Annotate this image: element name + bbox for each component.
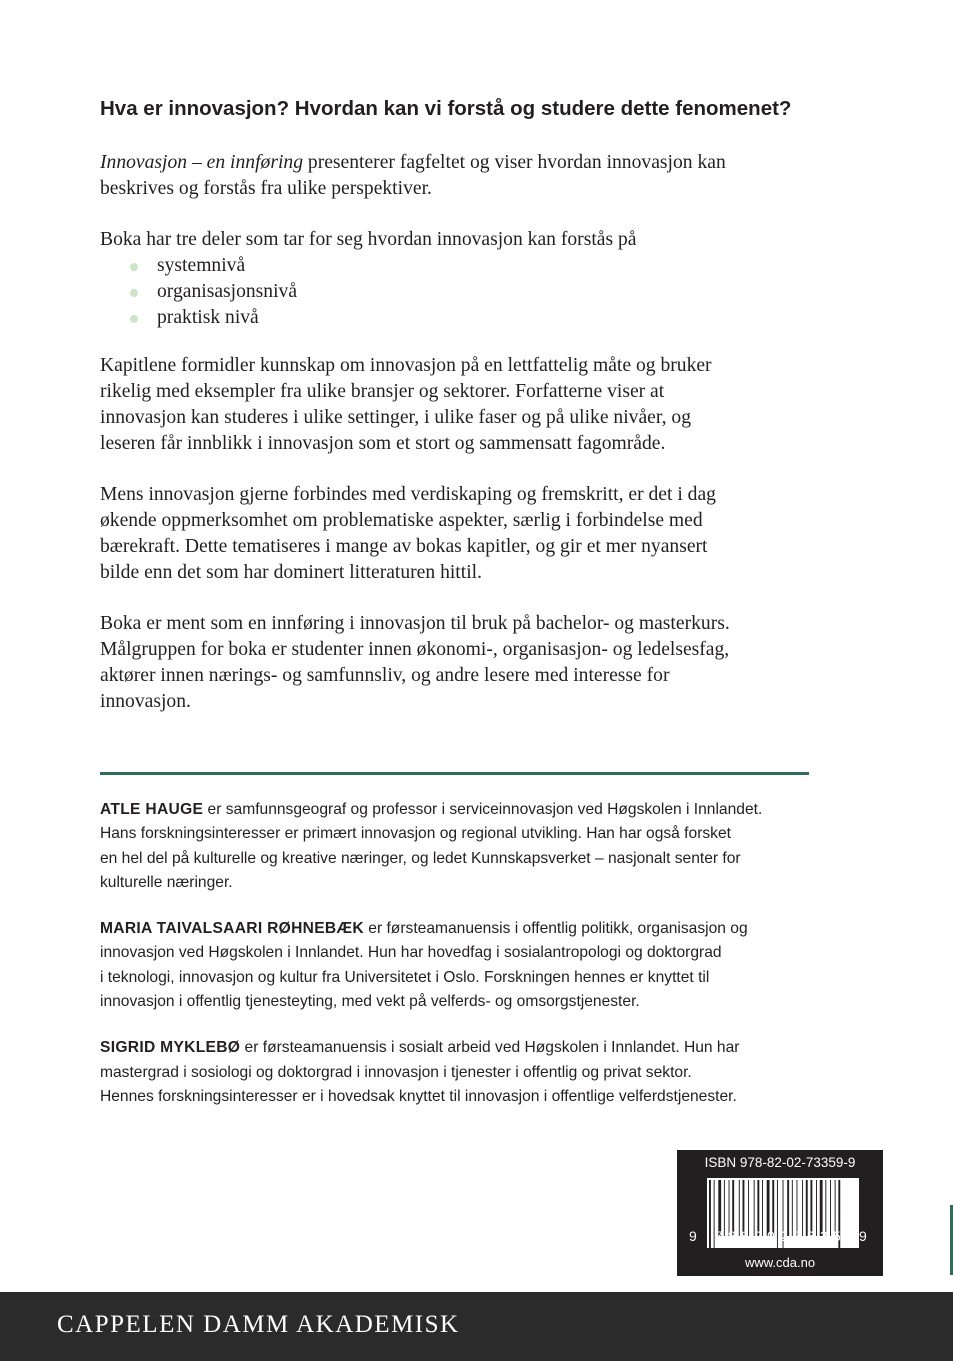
barcode-digit: 8 xyxy=(728,1228,736,1244)
barcode-digit: 2 xyxy=(754,1228,762,1244)
isbn-barcode xyxy=(677,1150,883,1276)
barcode-digit: 3 xyxy=(820,1228,828,1244)
website: www.cda.no xyxy=(744,1255,816,1270)
intro-paragraph xyxy=(100,150,840,202)
barcode-digit: 5 xyxy=(833,1228,841,1244)
barcode-digits xyxy=(685,1228,875,1248)
author-name: MARIA TAIVALSAARI RØHNEBÆK xyxy=(100,920,364,938)
back-cover-text xyxy=(100,96,840,740)
headline: Hva er innovasjon? Hvordan kan vi forstå og studere dette fenomenet? xyxy=(100,97,792,120)
barcode-digit: 7 xyxy=(793,1228,801,1244)
bullet-dot-icon xyxy=(130,263,138,271)
paragraph-chapters: Kapitlene formidler kunnskap om innovasjon på en lettfattelig måte og bruker rikelig med eksempler fra ulike bransjer og sektorer. Forfatterne viser at innovasjon kan studeres i ulike settinger, i ulike faser og på ulike nivåer, og leseren får innblikk i innovasjon som et stort og sammensatt fagområde. xyxy=(100,355,712,454)
book-title: Innovasjon – en innføring xyxy=(100,152,303,173)
author-bios xyxy=(100,798,845,1131)
bullet-dot-icon xyxy=(130,289,138,297)
barcode-digit: 2 xyxy=(780,1228,788,1244)
barcode-digit: 3 xyxy=(807,1228,815,1244)
author-bio: SIGRID MYKLEBØ er førsteamanuensis i sosialt arbeid ved Høgskolen i Innlandet. Hun har mastergrad i sosiologi og doktorgrad i innovasjon i tjenester i offentlig og privat sektor. Hennes forskningsinteresser er i hovedsak knyttet til innovasjon i offentlige velferdstjenester. xyxy=(100,1039,740,1105)
parts-lead: Boka har tre deler som tar for seg hvordan innovasjon kan forstås på xyxy=(100,229,637,250)
intro-line-1: presenterer fagfeltet og viser hvordan innovasjon kan xyxy=(303,152,726,173)
publisher-logo: CAPPELEN DAMM AKADEMISK xyxy=(57,1311,460,1338)
barcode-digit: 7 xyxy=(715,1228,723,1244)
section-divider xyxy=(100,772,809,775)
barcode-digit: 0 xyxy=(767,1228,775,1244)
list-item: praktisk nivå xyxy=(100,305,840,331)
list-item: organisasjonsnivå xyxy=(100,279,840,305)
author-bio: ATLE HAUGE er samfunnsgeograf og professor i serviceinnovasjon ved Høgskolen i Innlandet. Hans forskningsinteresser er primært innovasjon og regional utvikling. Han har også forsket en hel del på kulturelle og kreative næringer, og ledet Kunnskapsverket – nasjonalt senter for kulturelle næringer. xyxy=(100,801,763,891)
paragraph-sustainability: Mens innovasjon gjerne forbindes med verdiskaping og fremskritt, er det i dag økende oppmerksomhet om problematiske aspekter, særlig i forbindelse med bærekraft. Dette tematiseres i mange av bokas kapitler, og gir et mer nyansert bilde enn det som har dominert litteraturen hittil. xyxy=(100,484,716,583)
bullet-dot-icon xyxy=(130,315,138,323)
list-item: systemnivå xyxy=(100,253,840,279)
isbn-number: ISBN 978-82-02-73359-9 xyxy=(704,1155,856,1170)
intro-line-2: beskrives og forstås fra ulike perspektiver. xyxy=(100,178,432,199)
barcode-digit: 8 xyxy=(741,1228,749,1244)
paragraph-audience: Boka er ment som en innføring i innovasjon til bruk på bachelor- og masterkurs. Målgruppen for boka er studenter innen økonomi-, organisasjon- og ledelsesfag, aktører innen nærings- og samfunnsliv, og andre lesere med interesse for innovasjon. xyxy=(100,613,730,712)
parts-list xyxy=(100,253,840,331)
author-name: SIGRID MYKLEBØ xyxy=(100,1039,241,1057)
author-bio: MARIA TAIVALSAARI RØHNEBÆK er førsteamanuensis i offentlig politikk, organisasjon og innovasjon ved Høgskolen i Innlandet. Hun har hovedfag i sosialantropologi og doktorgrad i teknologi, innovasjon og kultur fra Universitetet i Oslo. Forskningen hennes er knyttet til innovasjon i offentlig tjenesteyting, med vekt på velferds- og omsorgstjenester. xyxy=(100,920,748,1011)
publisher-footer xyxy=(0,1292,953,1361)
barcode-digit: 9 xyxy=(859,1228,867,1244)
barcode-digit: 9 xyxy=(689,1228,697,1244)
barcode-digit: 9 xyxy=(846,1228,854,1244)
author-name: ATLE HAUGE xyxy=(100,801,204,818)
